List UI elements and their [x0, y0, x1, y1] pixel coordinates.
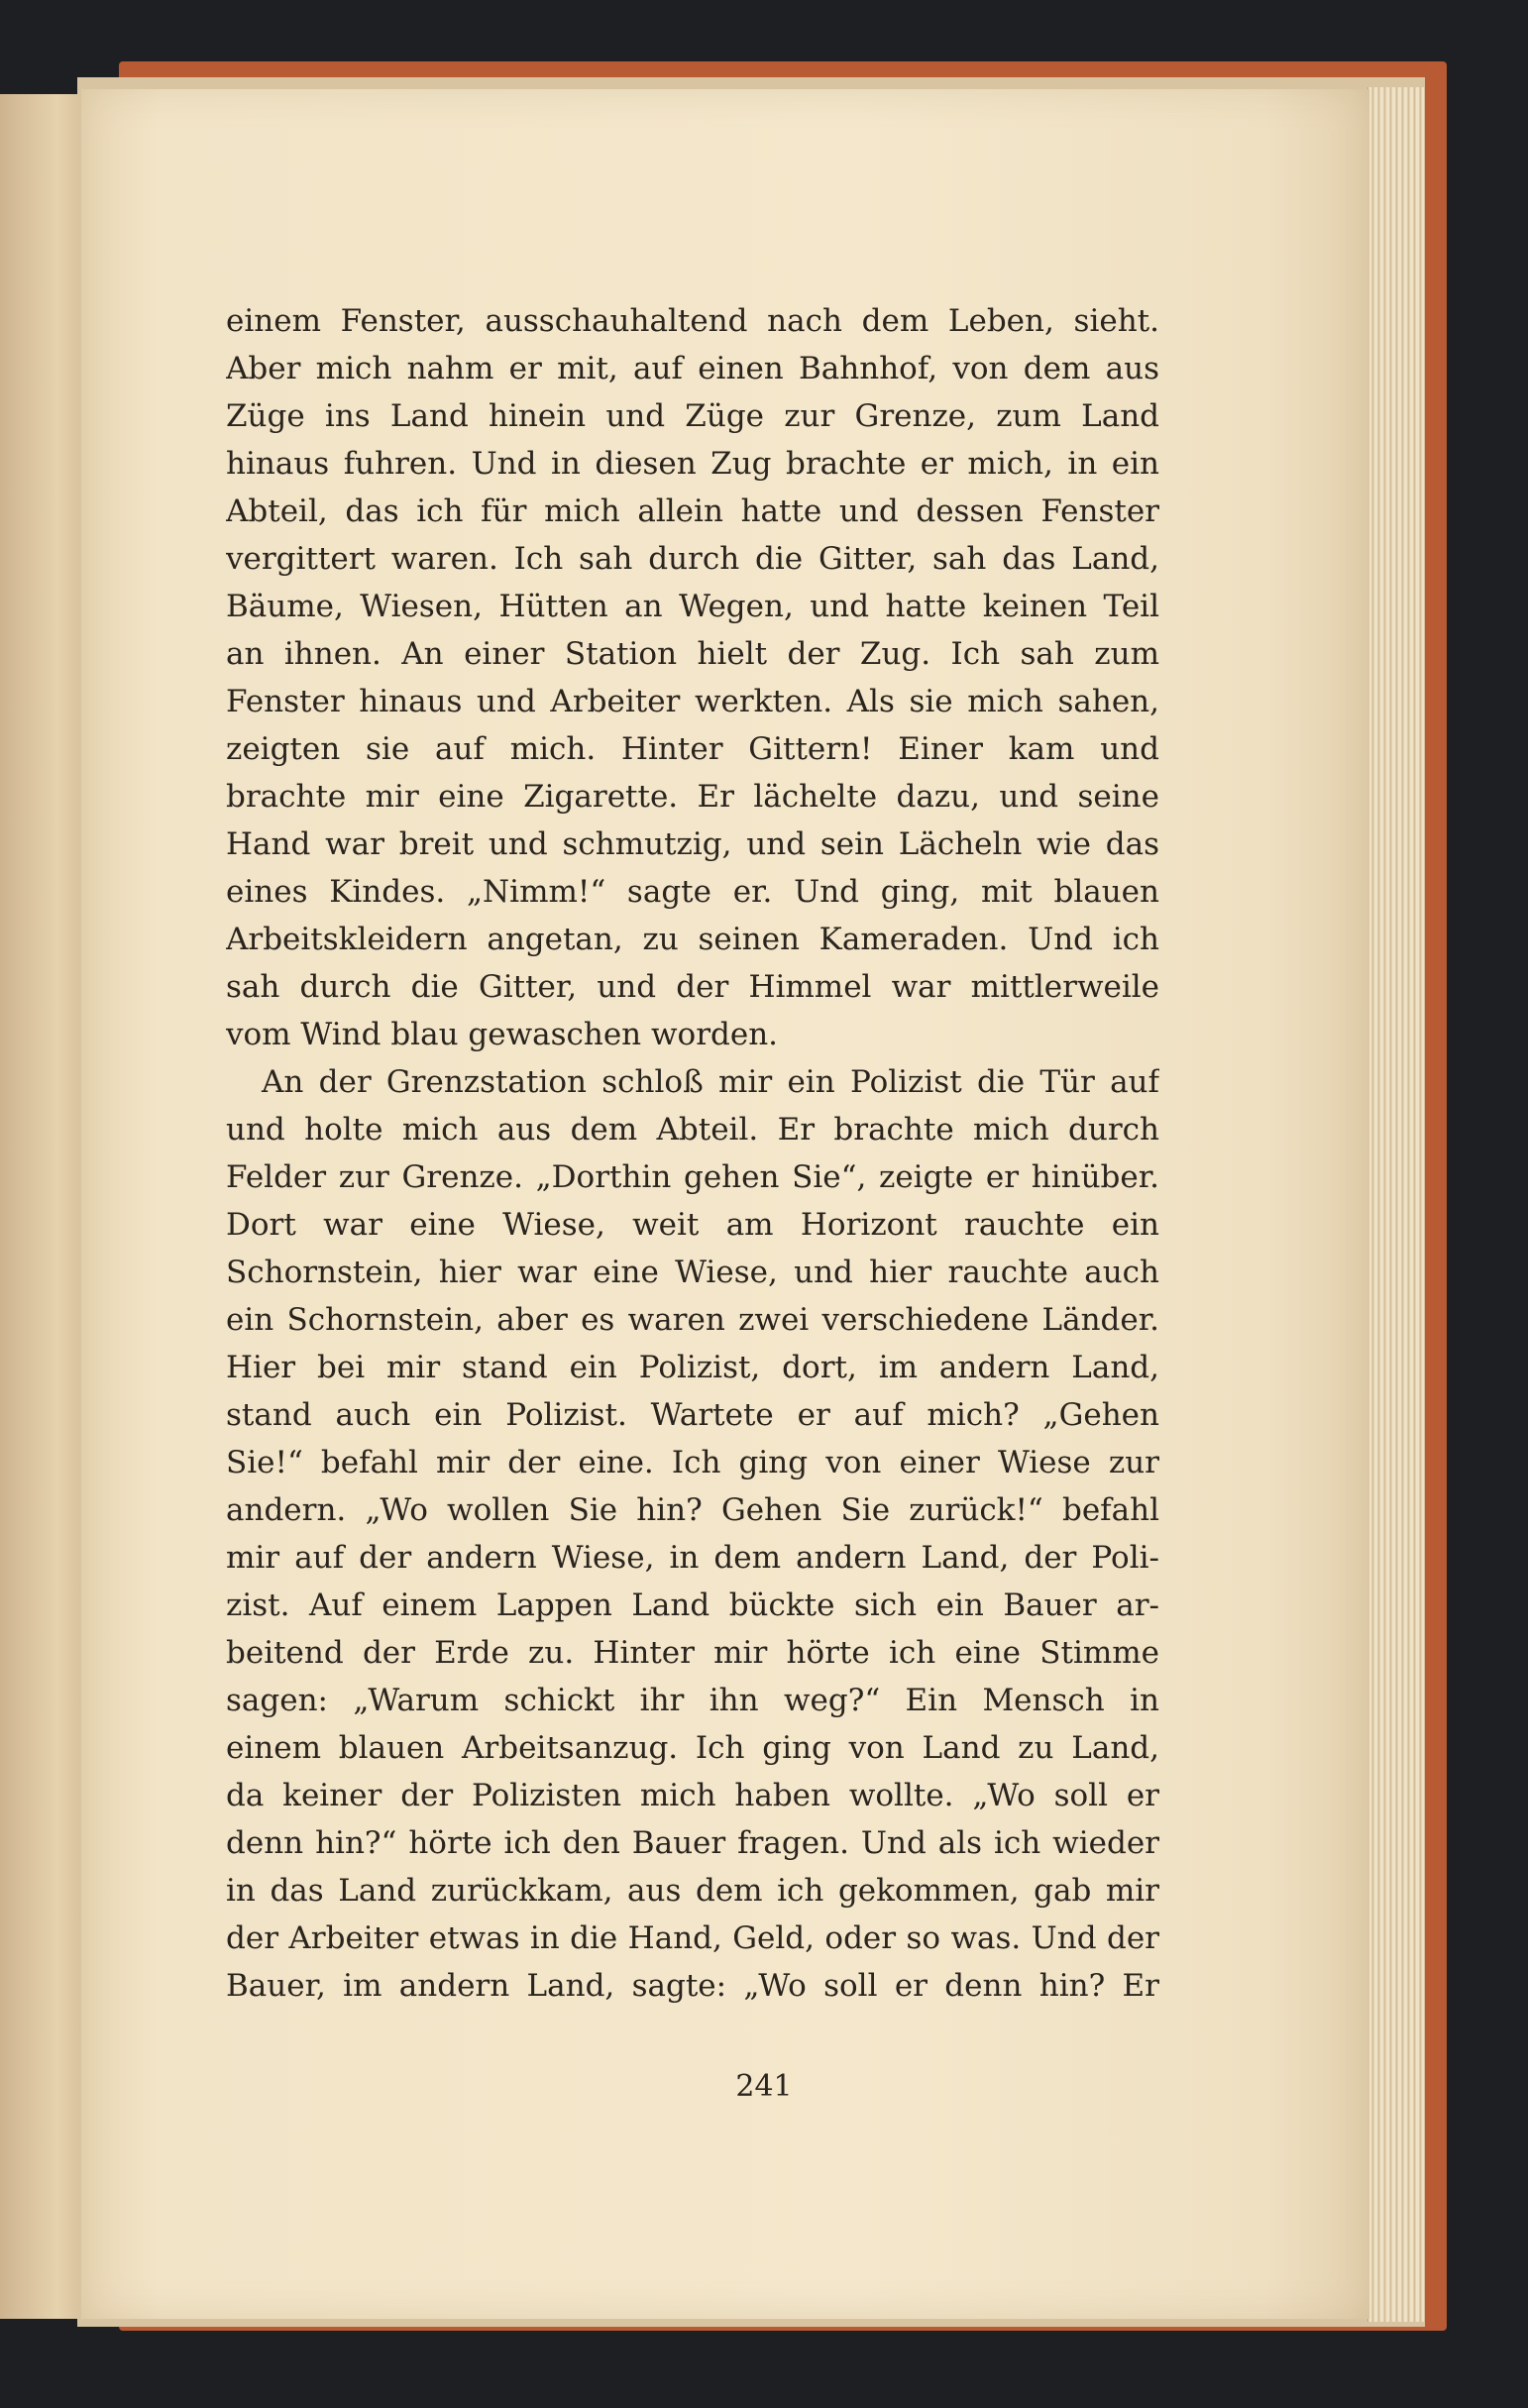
- text-line: in das Land zurückkam, aus dem ich gekommen, gab mir: [226, 1873, 1159, 1909]
- text-line: Züge ins Land hinein und Züge zur Grenze, zum Land: [226, 398, 1159, 434]
- text-line: der Arbeiter etwas in die Hand, Geld, oder so was. Und der: [226, 1920, 1159, 1956]
- text-line: Fenster hinaus und Arbeiter werkten. Als sie mich sahen,: [226, 684, 1159, 719]
- text-line: zist. Auf einem Lappen Land bückte sich ein Bauer ar-: [226, 1587, 1159, 1623]
- body-text: [226, 297, 1159, 2010]
- text-line: zeigten sie auf mich. Hinter Gittern! Einer kam und: [226, 731, 1159, 767]
- text-line: Schornstein, hier war eine Wiese, und hier rauchte auch: [226, 1255, 1159, 1290]
- text-line: vergittert waren. Ich sah durch die Gitter, sah das Land,: [226, 541, 1159, 577]
- text-line: sagen: „Warum schickt ihr ihn weg?“ Ein Mensch in: [226, 1683, 1159, 1718]
- text-line: und holte mich aus dem Abteil. Er brachte mich durch: [226, 1112, 1159, 1148]
- text-line: Arbeitskleidern angetan, zu seinen Kameraden. Und ich: [226, 922, 1159, 957]
- text-line: da keiner der Polizisten mich haben wollte. „Wo soll er: [226, 1778, 1159, 1813]
- text-line: mir auf der andern Wiese, in dem andern Land, der Poli-: [226, 1540, 1159, 1576]
- text-line: einem Fenster, ausschauhaltend nach dem Leben, sieht.: [226, 303, 1159, 339]
- text-line: Hand war breit und schmutzig, und sein Lächeln wie das: [226, 826, 1159, 862]
- text-line: brachte mir eine Zigarette. Er lächelte dazu, und seine: [226, 779, 1159, 815]
- text-line: Hier bei mir stand ein Polizist, dort, im andern Land,: [226, 1350, 1159, 1385]
- text-line: beitend der Erde zu. Hinter mir hörte ich eine Stimme: [226, 1635, 1159, 1671]
- text-line: einem blauen Arbeitsanzug. Ich ging von Land zu Land,: [226, 1730, 1159, 1766]
- text-line: Bauer, im andern Land, sagte: „Wo soll er denn hin? Er: [226, 1968, 1159, 2004]
- text-line: eines Kindes. „Nimm!“ sagte er. Und ging, mit blauen: [226, 874, 1159, 910]
- text-line: Sie!“ befahl mir der eine. Ich ging von einer Wiese zur: [226, 1445, 1159, 1480]
- text-line: An der Grenzstation schloß mir ein Polizist die Tür auf: [262, 1064, 1159, 1100]
- text-line: Aber mich nahm er mit, auf einen Bahnhof, von dem aus: [226, 351, 1159, 386]
- text-line: denn hin?“ hörte ich den Bauer fragen. Und als ich wieder: [226, 1825, 1159, 1861]
- text-line: Felder zur Grenze. „Dorthin gehen Sie“, zeigte er hinüber.: [226, 1159, 1159, 1195]
- text-line: Dort war eine Wiese, weit am Horizont rauchte ein: [226, 1207, 1159, 1243]
- text-line: andern. „Wo wollen Sie hin? Gehen Sie zurück!“ befahl: [226, 1492, 1159, 1528]
- page-stack-edge: [1367, 87, 1424, 2322]
- text-line: Abteil, das ich für mich allein hatte und dessen Fenster: [226, 493, 1159, 529]
- text-line: ein Schornstein, aber es waren zwei verschiedene Länder.: [226, 1302, 1159, 1338]
- page-number: 241: [735, 2069, 793, 2104]
- text-line: an ihnen. An einer Station hielt der Zug. Ich sah zum: [226, 636, 1159, 672]
- left-page-edge: [0, 94, 83, 2319]
- text-line: Bäume, Wiesen, Hütten an Wegen, und hatte keinen Teil: [226, 589, 1159, 624]
- text-line: hinaus fuhren. Und in diesen Zug brachte er mich, in ein: [226, 446, 1159, 482]
- text-line: sah durch die Gitter, und der Himmel war mittlerweile: [226, 969, 1159, 1005]
- text-line: stand auch ein Polizist. Wartete er auf mich? „Gehen: [226, 1397, 1159, 1433]
- text-line: vom Wind blau gewaschen worden.: [226, 1017, 779, 1052]
